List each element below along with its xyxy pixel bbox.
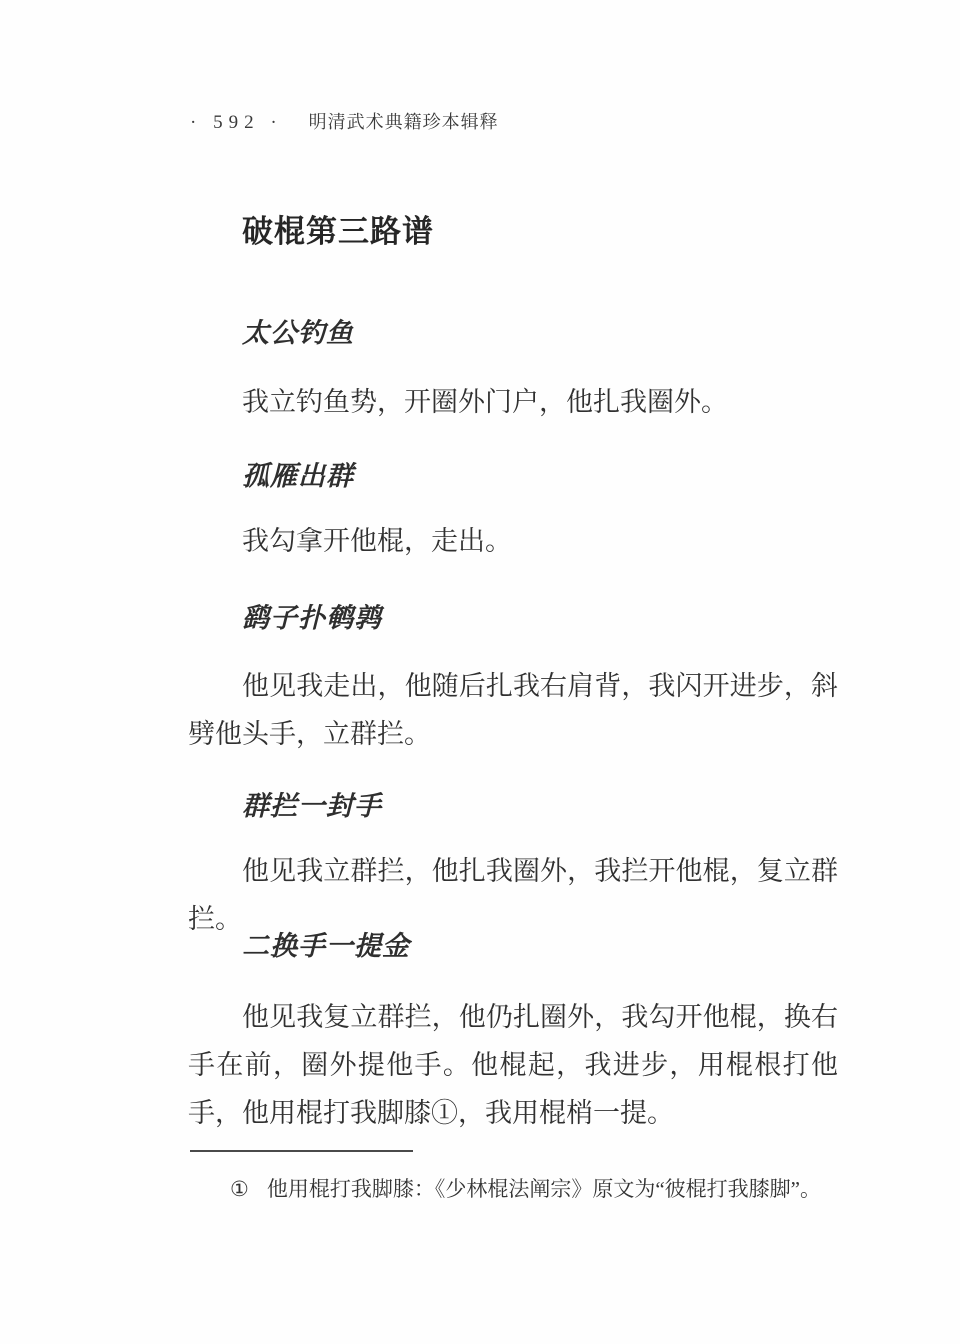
footnote-separator — [190, 1150, 413, 1152]
footnote-marker: ① — [230, 1177, 249, 1201]
section-heading-erhuanshou-yitijin: 二换手一提金 — [242, 931, 410, 961]
section-body: 我立钓鱼势，开圈外门户，他扎我圈外。 — [242, 387, 728, 417]
section-heading-guyan-chuqun: 孤雁出群 — [242, 461, 354, 491]
book-title: 明清武术典籍珍本辑释 — [308, 112, 499, 132]
section-heading-yaozi-pu-anchun: 鹞子扑鹌鹑 — [242, 603, 382, 633]
running-head — [190, 110, 836, 135]
footnote-text: 他用棍打我脚膝：《少林棍法阐宗》原文为“彼棍打我膝脚”。 — [266, 1177, 821, 1201]
section-heading-qunlan-yifengshou: 群拦一封手 — [242, 791, 382, 821]
page-number: · 592 · — [190, 112, 283, 133]
section-body: 他见我立群拦，他扎我圈外，我拦开他棍，复立群拦。 — [188, 856, 838, 934]
section-body: 他见我复立群拦，他仍扎圈外，我勾开他棍，换右手在前，圈外提他手。他棍起，我进步，用棍根打他手，他用棍打我脚膝①，我用棍梢一提。 — [188, 1002, 838, 1128]
section-body: 他见我走出，他随后扎我右肩背，我闪开进步，斜劈他头手，立群拦。 — [188, 671, 838, 749]
section-body: 我勾拿开他棍，走出。 — [242, 526, 512, 556]
section-heading-taigong-diaoyu: 太公钓鱼 — [242, 318, 354, 348]
chapter-title: 破棍第三路谱 — [242, 214, 434, 250]
footnote — [230, 1174, 850, 1204]
